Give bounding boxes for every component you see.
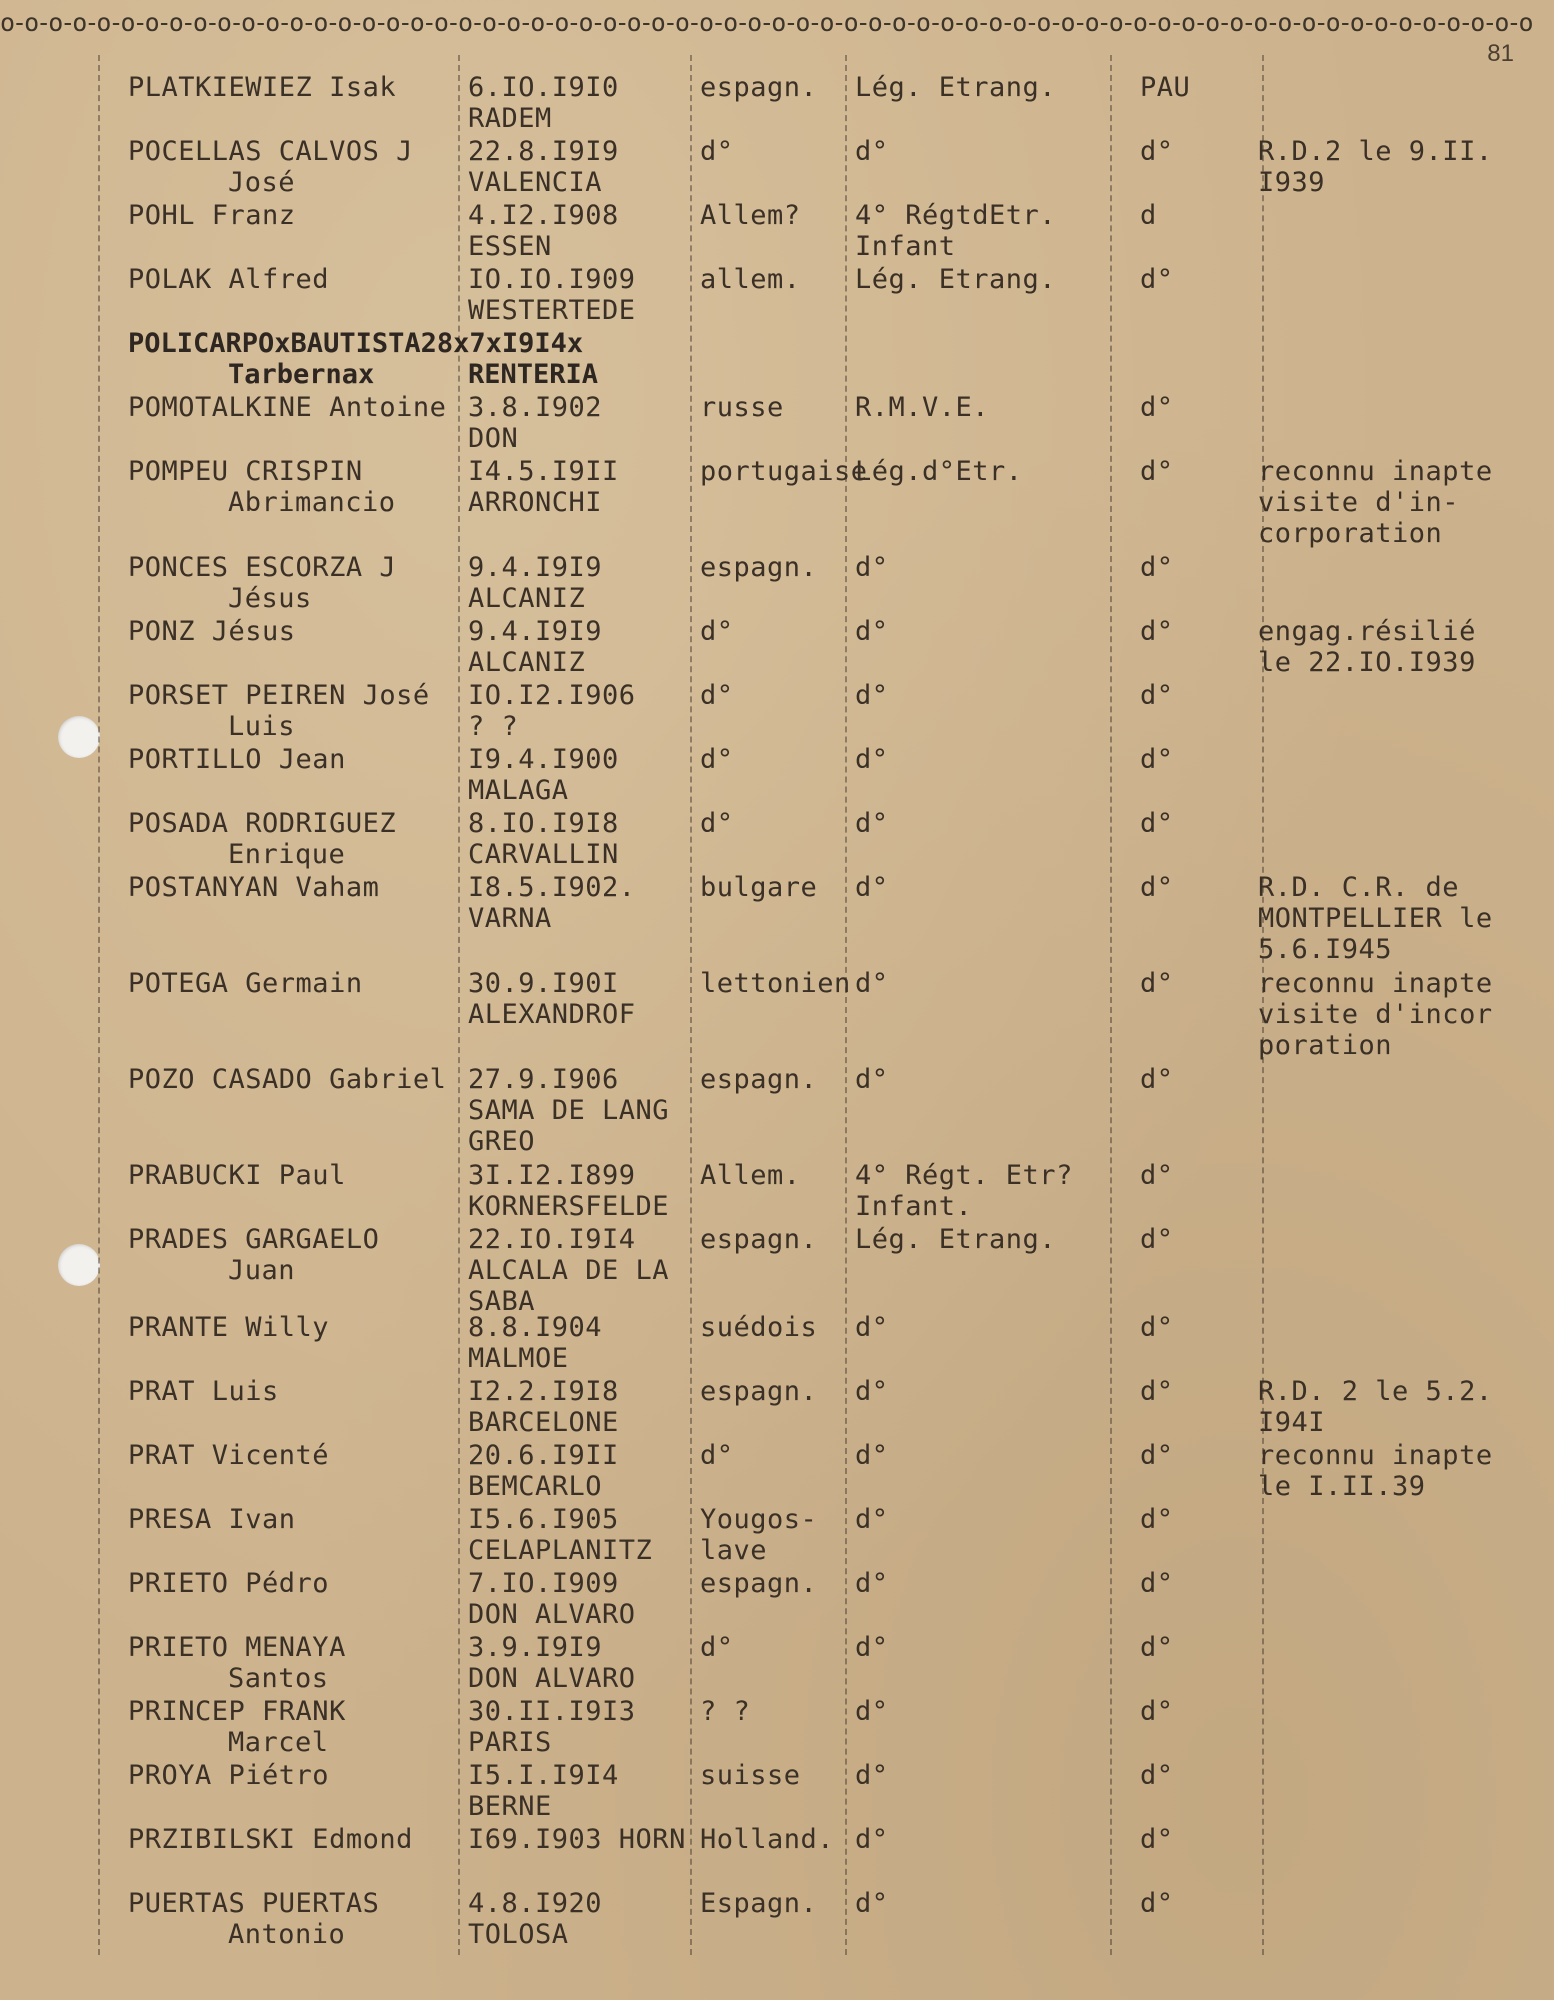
record-name: PONCES ESCORZA J: [128, 552, 397, 583]
record-unit: d°: [855, 968, 889, 999]
record-unit: d°: [855, 680, 889, 711]
record-birth: VARNA: [468, 903, 552, 934]
record-unit: d°: [855, 1760, 889, 1791]
record-birth: BARCELONE: [468, 1407, 619, 1438]
page-number: 81: [1487, 40, 1514, 67]
record-birth: I5.6.I905: [468, 1504, 619, 1535]
record-name: Marcel: [228, 1727, 329, 1758]
record-unit: Lég. Etrang.: [855, 264, 1057, 295]
record-name: POSADA RODRIGUEZ: [128, 808, 397, 839]
record-unit: 4° Régt. Etr?: [855, 1160, 1073, 1191]
record-name: Tarbernax: [228, 359, 375, 390]
record-nationality: espagn.: [700, 552, 818, 583]
record-unit: d°: [855, 1312, 889, 1343]
record-birth: 9.4.I9I9: [468, 616, 603, 647]
record-name: POMPEU CRISPIN: [128, 456, 363, 487]
record-birth: DON ALVARO: [468, 1663, 636, 1694]
record-nationality: suisse: [700, 1760, 801, 1791]
record-birth: I5.I.I9I4: [468, 1760, 619, 1791]
record-name: POLICARPOxBAUTISTA28x7xI9I4x: [128, 328, 584, 359]
record-birth: I8.5.I902.: [468, 872, 636, 903]
record-unit: d°: [855, 616, 889, 647]
record-place: d°: [1140, 1064, 1174, 1095]
record-place: d°: [1140, 552, 1174, 583]
record-name: PONZ Jésus: [128, 616, 296, 647]
record-notes: reconnu inapte: [1258, 456, 1493, 487]
record-unit: d°: [855, 1888, 889, 1919]
record-name: PRESA Ivan: [128, 1504, 296, 1535]
record-unit: Lég. Etrang.: [855, 72, 1057, 103]
record-name: POZO CASADO Gabriel: [128, 1064, 447, 1095]
record-name: Juan: [228, 1255, 296, 1286]
record-name: Luis: [228, 711, 296, 742]
record-unit: d°: [855, 1064, 889, 1095]
record-name: PRIETO MENAYA: [128, 1632, 346, 1663]
record-unit: d°: [855, 1376, 889, 1407]
record-place: d°: [1140, 1888, 1174, 1919]
record-name: POHL Franz: [128, 200, 296, 231]
record-unit: d°: [855, 552, 889, 583]
record-name: PLATKIEWIEZ Isak: [128, 72, 397, 103]
record-nationality: allem.: [700, 264, 801, 295]
record-unit: Lég.d°Etr.: [855, 456, 1023, 487]
record-birth: WESTERTEDE: [468, 295, 636, 326]
record-nationality: espagn.: [700, 72, 818, 103]
record-place: d°: [1140, 1696, 1174, 1727]
record-unit: d°: [855, 1568, 889, 1599]
record-notes: poration: [1258, 1030, 1393, 1061]
record-birth: 4.I2.I908: [468, 200, 619, 231]
record-notes: reconnu inapte: [1258, 1440, 1493, 1471]
record-birth: TOLOSA: [468, 1919, 569, 1950]
record-nationality: lave: [700, 1535, 768, 1566]
record-nationality: bulgare: [700, 872, 818, 903]
record-nationality: Allem.: [700, 1160, 801, 1191]
record-birth: CELAPLANITZ: [468, 1535, 653, 1566]
record-place: d°: [1140, 1224, 1174, 1255]
record-name: POTEGA Germain: [128, 968, 363, 999]
record-name: POLAK Alfred: [128, 264, 330, 295]
record-birth: IO.IO.I909: [468, 264, 636, 295]
record-birth: DON ALVARO: [468, 1599, 636, 1630]
record-name: PRAT Vicenté: [128, 1440, 330, 1471]
record-name: PORTILLO Jean: [128, 744, 346, 775]
record-birth: I2.2.I9I8: [468, 1376, 619, 1407]
record-notes: visite d'in-: [1258, 487, 1460, 518]
record-birth: 22.IO.I9I4: [468, 1224, 636, 1255]
record-birth: 27.9.I906: [468, 1064, 619, 1095]
record-notes: 5.6.I945: [1258, 934, 1393, 965]
record-nationality: d°: [700, 1632, 734, 1663]
record-notes: I939: [1258, 167, 1326, 198]
record-birth: I4.5.I9II: [468, 456, 619, 487]
record-place: d°: [1140, 744, 1174, 775]
record-birth: BEMCARLO: [468, 1471, 603, 1502]
record-birth: 7.IO.I909: [468, 1568, 619, 1599]
record-unit: d°: [855, 744, 889, 775]
record-birth: I9.4.I900: [468, 744, 619, 775]
record-name: José: [228, 167, 296, 198]
record-name: PRANTE Willy: [128, 1312, 330, 1343]
record-nationality: d°: [700, 136, 734, 167]
record-birth: KORNERSFELDE: [468, 1191, 670, 1222]
record-place: d°: [1140, 456, 1174, 487]
record-birth: VALENCIA: [468, 167, 603, 198]
record-notes: R.D. C.R. de: [1258, 872, 1460, 903]
record-name: PRABUCKI Paul: [128, 1160, 346, 1191]
record-nationality: d°: [700, 1440, 734, 1471]
record-notes: engag.résilié: [1258, 616, 1476, 647]
record-name: PRADES GARGAELO: [128, 1224, 380, 1255]
record-birth: I69.I903 HORN: [468, 1824, 686, 1855]
record-name: PRAT Luis: [128, 1376, 279, 1407]
record-place: d°: [1140, 1440, 1174, 1471]
record-birth: 22.8.I9I9: [468, 136, 619, 167]
record-birth: DON: [468, 423, 519, 454]
record-name: PRIETO Pédro: [128, 1568, 330, 1599]
record-place: d°: [1140, 968, 1174, 999]
record-nationality: Allem?: [700, 200, 801, 231]
record-unit: d°: [855, 1696, 889, 1727]
record-birth: 3.8.I902: [468, 392, 603, 423]
record-birth: 30.II.I9I3: [468, 1696, 636, 1727]
record-name: PRZIBILSKI Edmond: [128, 1824, 413, 1855]
record-name: Santos: [228, 1663, 329, 1694]
record-place: d°: [1140, 872, 1174, 903]
record-nationality: Espagn.: [700, 1888, 818, 1919]
record-place: d°: [1140, 1632, 1174, 1663]
record-birth: ALCANIZ: [468, 583, 586, 614]
record-notes: R.D.2 le 9.II.: [1258, 136, 1493, 167]
record-notes: R.D. 2 le 5.2.: [1258, 1376, 1493, 1407]
record-birth: ALCALA DE LA: [468, 1255, 670, 1286]
record-place: d°: [1140, 808, 1174, 839]
record-birth: ALCANIZ: [468, 647, 586, 678]
record-birth: RENTERIA: [468, 359, 599, 390]
record-name: POSTANYAN Vaham: [128, 872, 380, 903]
record-birth: 8.IO.I9I8: [468, 808, 619, 839]
record-unit: d°: [855, 872, 889, 903]
record-notes: corporation: [1258, 518, 1443, 549]
record-place: d°: [1140, 680, 1174, 711]
record-nationality: portugaise: [700, 456, 868, 487]
record-birth: GREO: [468, 1126, 536, 1157]
record-name: POCELLAS CALVOS J: [128, 136, 413, 167]
record-birth: ALEXANDROF: [468, 999, 636, 1030]
record-notes: reconnu inapte: [1258, 968, 1493, 999]
record-unit: d°: [855, 1504, 889, 1535]
record-nationality: espagn.: [700, 1568, 818, 1599]
record-nationality: suédois: [700, 1312, 818, 1343]
record-nationality: russe: [700, 392, 784, 423]
record-birth: ? ?: [468, 711, 519, 742]
record-birth: MALMOE: [468, 1343, 569, 1374]
record-birth: 3I.I2.I899: [468, 1160, 636, 1191]
record-birth: IO.I2.I906: [468, 680, 636, 711]
record-unit: R.M.V.E.: [855, 392, 990, 423]
record-name: PRINCEP FRANK: [128, 1696, 346, 1727]
record-place: PAU: [1140, 72, 1191, 103]
record-name: Antonio: [228, 1919, 346, 1950]
record-nationality: ? ?: [700, 1696, 751, 1727]
record-birth: ESSEN: [468, 231, 552, 262]
record-birth: 30.9.I90I: [468, 968, 619, 999]
record-birth: BERNE: [468, 1791, 552, 1822]
record-birth: SABA: [468, 1286, 536, 1317]
dotted-border-strip: o-o-o-o-o-o-o-o-o-o-o-o-o-o-o-o-o-o-o-o-o-o-o-o-o-o-o-o-o-o-o-o-o-o-o-o-o-o-o-o-o-o-o-o-o-o-o-o-o-o-o-o-o-o-o-o-o-o-o-o-o-o-o-o: [0, 8, 1531, 37]
record-birth: ARRONCHI: [468, 487, 603, 518]
record-unit: d°: [855, 1440, 889, 1471]
record-unit: 4° RégtdEtr.: [855, 200, 1057, 231]
record-unit: Infant.: [855, 1191, 973, 1222]
record-place: d°: [1140, 136, 1174, 167]
record-unit: Infant: [855, 231, 956, 262]
record-name: Enrique: [228, 839, 346, 870]
record-birth: SAMA DE LANG: [468, 1095, 670, 1126]
record-nationality: espagn.: [700, 1224, 818, 1255]
record-unit: d°: [855, 1824, 889, 1855]
record-name: Jésus: [228, 583, 312, 614]
record-place: d°: [1140, 1824, 1174, 1855]
record-birth: 3.9.I9I9: [468, 1632, 603, 1663]
record-place: d°: [1140, 616, 1174, 647]
record-birth: 20.6.I9II: [468, 1440, 619, 1471]
record-place: d°: [1140, 1312, 1174, 1343]
record-birth: CARVALLIN: [468, 839, 619, 870]
record-notes: I94I: [1258, 1407, 1326, 1438]
record-unit: Lég. Etrang.: [855, 1224, 1057, 1255]
record-birth: MALAGA: [468, 775, 569, 806]
record-unit: d°: [855, 1632, 889, 1663]
record-birth: 4.8.I920: [468, 1888, 603, 1919]
record-name: PORSET PEIREN José: [128, 680, 430, 711]
record-place: d°: [1140, 1568, 1174, 1599]
record-name: Abrimancio: [228, 487, 396, 518]
record-birth: 8.8.I904: [468, 1312, 603, 1343]
record-name: POMOTALKINE Antoine: [128, 392, 447, 423]
record-birth: PARIS: [468, 1727, 552, 1758]
record-birth: 9.4.I9I9: [468, 552, 603, 583]
record-notes: MONTPELLIER le: [1258, 903, 1493, 934]
record-place: d°: [1140, 1160, 1174, 1191]
record-nationality: d°: [700, 808, 734, 839]
record-nationality: espagn.: [700, 1064, 818, 1095]
record-place: d°: [1140, 1504, 1174, 1535]
record-place: d°: [1140, 392, 1174, 423]
record-nationality: espagn.: [700, 1376, 818, 1407]
record-nationality: d°: [700, 680, 734, 711]
record-birth: RADEM: [468, 103, 552, 134]
record-nationality: Yougos-: [700, 1504, 818, 1535]
record-notes: le I.II.39: [1258, 1471, 1426, 1502]
record-nationality: lettonien: [700, 968, 851, 999]
record-birth: 6.IO.I9I0: [468, 72, 619, 103]
record-unit: d°: [855, 808, 889, 839]
record-notes: visite d'incor: [1258, 999, 1493, 1030]
record-unit: d°: [855, 136, 889, 167]
record-nationality: d°: [700, 616, 734, 647]
record-name: PROYA Piétro: [128, 1760, 330, 1791]
record-name: PUERTAS PUERTAS: [128, 1888, 380, 1919]
record-place: d°: [1140, 1376, 1174, 1407]
record-place: d: [1140, 200, 1157, 231]
record-notes: le 22.IO.I939: [1258, 647, 1476, 678]
record-nationality: d°: [700, 744, 734, 775]
record-place: d°: [1140, 1760, 1174, 1791]
record-nationality: Holland.: [700, 1824, 835, 1855]
record-place: d°: [1140, 264, 1174, 295]
